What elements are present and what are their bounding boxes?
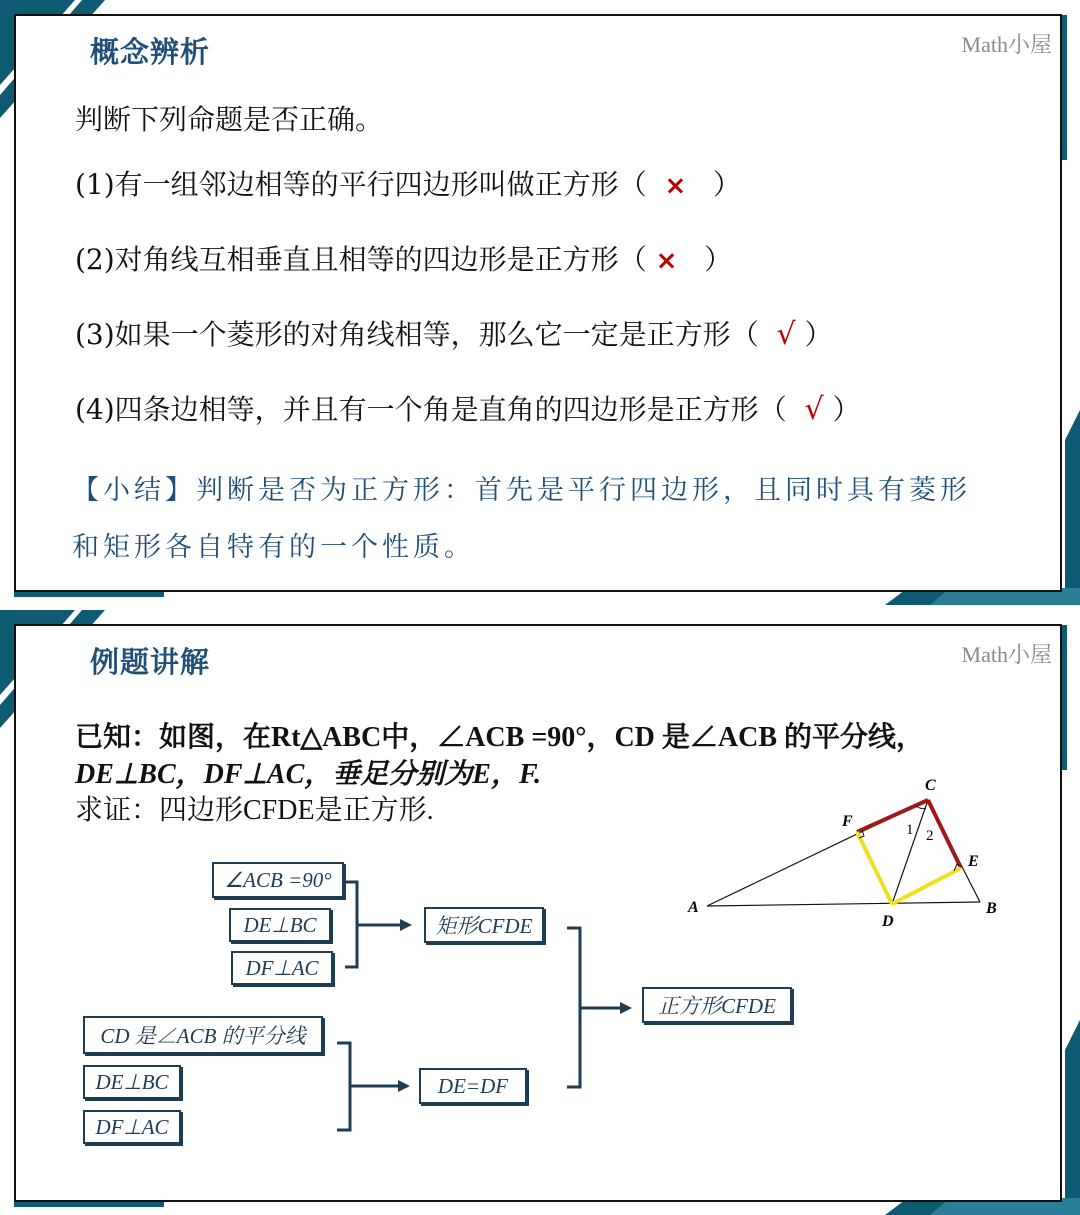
- square-side-cf: [857, 800, 928, 832]
- condition-de-perp-bc: DE⊥BC: [229, 908, 331, 942]
- given-line-2: DE⊥BC，DF⊥AC，垂足分别为E，F.: [75, 759, 542, 790]
- close-paren: ）: [713, 168, 742, 201]
- label-b: B: [986, 900, 997, 917]
- prompt-text: 判断下列命题是否正确。: [75, 103, 384, 136]
- label-d: D: [882, 913, 894, 930]
- close-paren: ）: [804, 318, 833, 351]
- square-side-fd: [857, 832, 892, 904]
- proposition-2: [75, 238, 732, 278]
- item-text: 有一组邻边相等的平行四边形叫做正方形: [114, 168, 619, 201]
- label-a: A: [688, 899, 699, 916]
- result-de-equals-df: DE=DF: [419, 1068, 527, 1104]
- final-square: 正方形CFDE: [642, 987, 792, 1023]
- section-title: 例题讲解: [90, 645, 211, 679]
- item-text: 如果一个菱形的对角线相等，那么它一定是正方形: [114, 318, 731, 351]
- label-c: C: [925, 777, 936, 794]
- item-number: (2): [75, 243, 115, 276]
- check-mark-icon: √: [804, 392, 824, 427]
- label-e: E: [968, 853, 979, 870]
- open-paren: （: [730, 318, 759, 351]
- condition-df-perp-ac: DF⊥AC: [231, 951, 333, 985]
- result-rectangle: 矩形CFDE: [424, 907, 544, 943]
- proposition-3: [75, 313, 833, 353]
- item-text: 对角线互相垂直且相等的四边形是正方形: [114, 243, 619, 276]
- example-slide: [0, 610, 1080, 1215]
- given-line-3: 求证：四边形CFDE是正方形.: [75, 795, 434, 826]
- check-mark-icon: √: [776, 317, 796, 352]
- item-number: (1): [75, 168, 115, 201]
- item-number: (3): [75, 318, 115, 351]
- watermark: Math小屋: [961, 642, 1052, 667]
- condition-angle-bisector: CD 是∠ACB 的平分线: [83, 1016, 323, 1054]
- angle-1-label: 1: [906, 822, 914, 838]
- proposition-4: [75, 388, 861, 428]
- watermark: Math小屋: [961, 32, 1052, 57]
- condition-de-perp-bc-2: DE⊥BC: [83, 1065, 181, 1099]
- summary-line-2: 和矩形各自特有的一个性质。: [72, 532, 475, 563]
- close-paren: ）: [704, 243, 733, 276]
- angle-2-label: 2: [926, 828, 934, 844]
- concept-slide: [0, 0, 1080, 605]
- open-paren: （: [618, 243, 647, 276]
- open-paren: （: [618, 168, 647, 201]
- item-number: (4): [75, 393, 115, 426]
- condition-df-perp-ac-2: DF⊥AC: [83, 1110, 181, 1144]
- wrong-mark-icon: ×: [655, 246, 678, 276]
- item-text: 四条边相等，并且有一个角是直角的四边形是正方形: [114, 393, 759, 426]
- label-f: F: [842, 813, 853, 830]
- summary-line-1: 【小结】判断是否为正方形：首先是平行四边形，且同时具有菱形: [72, 475, 971, 506]
- condition-right-angle: ∠ACB =90°: [212, 862, 344, 898]
- open-paren: （: [758, 393, 787, 426]
- wrong-mark-icon: ×: [664, 171, 687, 201]
- close-paren: ）: [832, 393, 861, 426]
- triangle-figure: [670, 770, 1020, 930]
- section-title: 概念辨析: [90, 35, 211, 69]
- proposition-1: [75, 163, 741, 203]
- given-line-1: 已知：如图，在Rt△ABC中，∠ACB =90°，CD 是∠ACB 的平分线，: [75, 722, 925, 753]
